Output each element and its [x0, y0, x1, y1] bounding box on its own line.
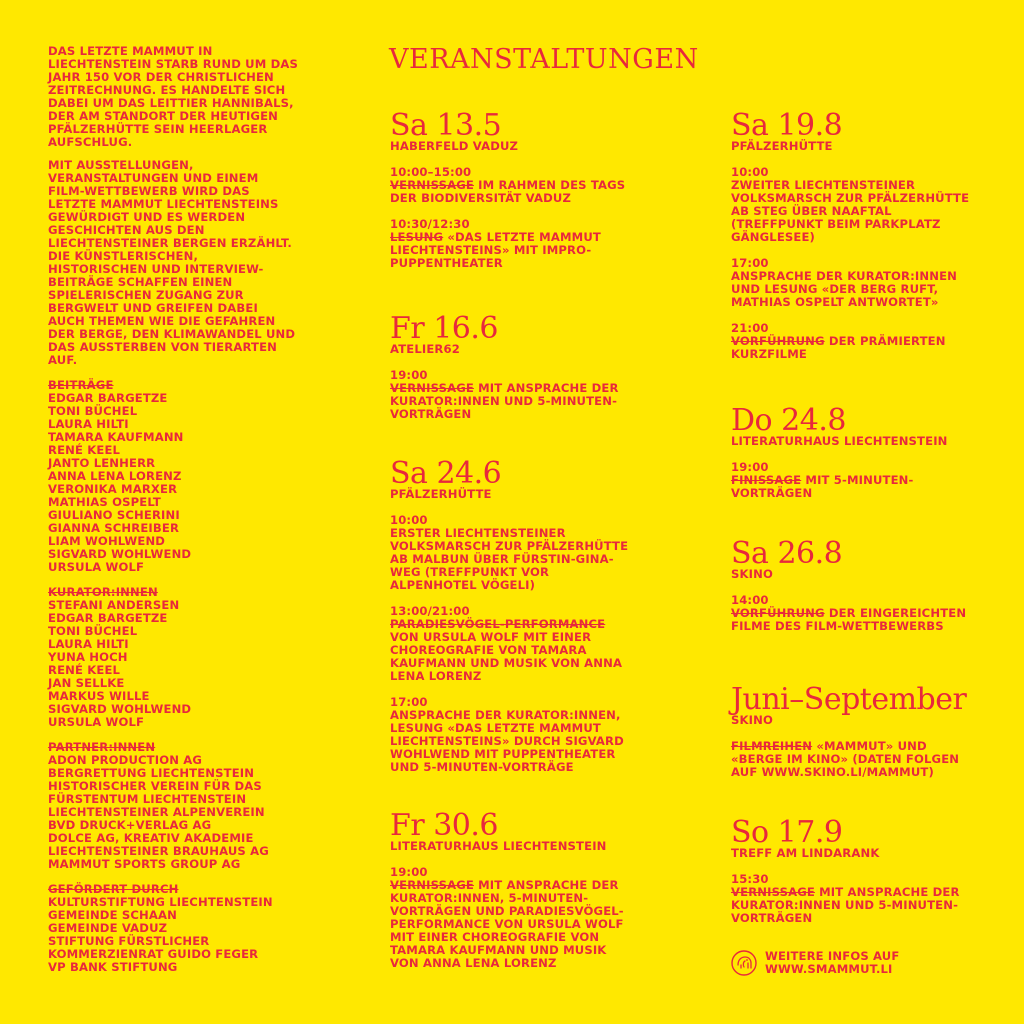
mammoth-icon — [731, 950, 757, 976]
event-description — [731, 335, 971, 361]
event-place: TREFF AM LINDARANK — [731, 846, 880, 860]
list-item: TONI BÜCHEL — [48, 624, 138, 638]
intro-paragraph-2: MIT AUSSTELLUNGEN, VERANSTALTUNGEN UND EINEM FILM-WETTBEWERB WIRD DAS LETZTE MAMMUT LIECHTENSTEINS GEWÜRDIGT UND ES WERDEN GESCHICHTEN AUS DEN LIECHTENSTEINER BERGEN ERZÄHLT. DIE KÜNSTLERISCHEN, HISTORISCHEN UND INTERVIEW-BEITRÄGE SCHAFFEN EINEN SPIELERISCHEN ZUGANG ZUR BERGWELT UND GREIFEN DABEI AUCH THEMEN WIE DIE GEFAHREN DER BERGE, DEN KLIMAWANDEL UND DAS AUSSTERBEN VON TIERARTEN AUF. — [48, 158, 296, 367]
event-date: Sa 26.8 — [731, 536, 843, 571]
event — [390, 808, 720, 970]
event-text: ANSPRACHE DER KURATOR:INNEN UND LESUNG «DER BERG RUFT, MATHIAS OSPELT ANTWORTET» — [731, 269, 958, 309]
event-date: Sa 13.5 — [390, 108, 502, 143]
contributors-heading: BEITRÄGE — [48, 378, 114, 392]
event-text: MIT ANSPRACHE DER KURATOR:INNEN UND 5-MINUTEN-VORTRÄGEN — [731, 885, 960, 925]
intro-column — [48, 45, 298, 974]
event-keyword: VERNISSAGE — [390, 878, 474, 892]
event-slot — [731, 740, 971, 779]
event-slot — [390, 866, 630, 970]
list-item: LIECHTENSTEINER ALPENVEREIN — [48, 805, 265, 819]
list-item: ANNA LENA LORENZ — [48, 469, 182, 483]
event — [731, 403, 991, 500]
event-text: IM RAHMEN DES TAGS DER BIODIVERSITÄT VADUZ — [390, 178, 626, 205]
event-time: 15:30 — [731, 872, 769, 886]
event-description — [731, 886, 971, 925]
event-text: ERSTER LIECHTENSTEINER VOLKSMARSCH ZUR PFÄLZERHÜTTE AB MALBUN ÜBER FÜRSTIN-GINA-WEG (TREFFPUNKT VOR ALPENHOTEL VÖGELI) — [390, 526, 629, 592]
event-place: ATELIER62 — [390, 342, 460, 356]
list-item: EDGAR BARGETZE — [48, 611, 168, 625]
event-description — [731, 474, 971, 500]
event-place: PFÄLZERHÜTTE — [390, 487, 492, 501]
event-slot — [731, 873, 971, 925]
event-keyword: VORFÜHRUNG — [731, 334, 825, 348]
contributors-items — [48, 392, 298, 574]
event-description — [390, 179, 630, 205]
event — [390, 311, 720, 421]
list-item: VERONIKA MARXER — [48, 482, 178, 496]
event-description — [731, 740, 971, 779]
list-item: TONI BÜCHEL — [48, 404, 138, 418]
curators-heading: KURATOR:INNEN — [48, 585, 158, 599]
event-slot — [731, 594, 971, 633]
more-info — [731, 950, 991, 976]
list-item: BVD DRUCK+VERLAG AG — [48, 818, 212, 832]
sponsors-items — [48, 896, 298, 974]
contributors-list — [48, 379, 298, 574]
event-keyword: FILMREIHEN — [731, 739, 813, 753]
intro-paragraph-1: DAS LETZTE MAMMUT IN LIECHTENSTEIN STARB RUND UM DAS JAHR 150 VOR DER CHRISTLICHEN ZEITRECHNUNG. ES HANDELTE SICH DABEI UM DAS LEITTIER HANNIBALS, DER AM STANDORT DER HEUTIGEN PFÄLZERHÜTTE SEIN HEERLAGER AUFSCHLUG. — [48, 44, 299, 149]
event-date: Fr 16.6 — [390, 311, 498, 346]
event-slot — [731, 166, 971, 244]
event-text: DER PRÄMIERTEN KURZFILME — [731, 334, 946, 361]
page-title: VERANSTALTUNGEN — [389, 44, 699, 75]
list-item: JANTO LENHERR — [48, 456, 156, 470]
sponsors-list — [48, 883, 298, 974]
list-item: YUNA HOCH — [48, 650, 128, 664]
event-time: 10:00 — [731, 165, 769, 179]
more-info-link[interactable]: WWW.SMAMMUT.LI — [765, 962, 893, 976]
list-item: LAURA HILTI — [48, 637, 129, 651]
event-keyword: FINISSAGE — [731, 473, 802, 487]
event-text: ZWEITER LIECHTENSTEINER VOLKSMARSCH ZUR PFÄLZERHÜTTE AB STEG ÜBER NAAFTAL (TREFFPUNKT BEIM PARKPLATZ GÄNGLESEE) — [731, 178, 970, 244]
list-item: GIANNA SCHREIBER — [48, 521, 180, 535]
more-info-text — [765, 950, 899, 976]
event-text: MIT ANSPRACHE DER KURATOR:INNEN, 5-MINUTEN-VORTRÄGEN UND PARADIESVÖGEL-PERFORMANCE VON URSULA WOLF MIT EINER CHOREOGRAFIE VON TAMARA KAUFMANN UND MUSIK VON ANNA LENA LORENZ — [390, 878, 624, 970]
list-item: MARKUS WILLE — [48, 689, 150, 703]
list-item: GEMEINDE VADUZ — [48, 921, 168, 935]
list-item: DOLCE AG, KREATIV AKADEMIE — [48, 831, 254, 845]
event-date: Sa 24.6 — [390, 456, 502, 491]
partners-list — [48, 741, 298, 871]
event-time: 17:00 — [731, 256, 769, 270]
event-slot — [731, 322, 971, 361]
list-item: LAURA HILTI — [48, 417, 129, 431]
event-time: 19:00 — [390, 368, 428, 382]
list-item: LIECHTENSTEINER BRAUHAUS AG — [48, 844, 269, 858]
event-slot — [390, 696, 630, 774]
event-slot — [390, 605, 630, 683]
list-item: ADON PRODUCTION AG — [48, 753, 203, 767]
list-item: LIAM WOHLWEND — [48, 534, 166, 548]
list-item: URSULA WOLF — [48, 560, 145, 574]
event-slot — [390, 514, 630, 592]
list-item: GIULIANO SCHERINI — [48, 508, 180, 522]
list-item: VP BANK STIFTUNG — [48, 960, 178, 974]
list-item: BERGRETTUNG LIECHTENSTEIN — [48, 766, 255, 780]
event-description — [731, 179, 971, 244]
event-description — [731, 607, 971, 633]
event-date: Juni–September — [731, 682, 967, 717]
event — [731, 682, 991, 779]
event-keyword: VERNISSAGE — [390, 381, 474, 395]
list-item: HISTORISCHER VEREIN FÜR DAS FÜRSTENTUM LIECHTENSTEIN — [48, 779, 262, 806]
list-item: STEFANI ANDERSEN — [48, 598, 180, 612]
event-time: 10:30/12:30 — [390, 217, 470, 231]
list-item: GEMEINDE SCHAAN — [48, 908, 177, 922]
event-keyword: VERNISSAGE — [731, 885, 815, 899]
more-info-line1: WEITERE INFOS AUF — [765, 949, 900, 963]
list-item: MATHIAS OSPELT — [48, 495, 161, 509]
sponsors-heading: GEFÖRDERT DURCH — [48, 882, 179, 896]
event-keyword: PARADIESVÖGEL-PERFORMANCE — [390, 617, 606, 631]
event-keyword: LESUNG — [390, 230, 444, 244]
list-item: JAN SELLKE — [48, 676, 125, 690]
event-time: 13:00/21:00 — [390, 604, 470, 618]
list-item: MAMMUT SPORTS GROUP AG — [48, 857, 241, 871]
event-text: VON URSULA WOLF MIT EINER CHOREOGRAFIE VON TAMARA KAUFMANN UND MUSIK VON ANNA LENA LORENZ — [390, 630, 623, 683]
partners-items — [48, 754, 298, 871]
event-text: «DAS LETZTE MAMMUT LIECHTENSTEINS» MIT IMPRO-PUPPENTHEATER — [390, 230, 601, 270]
event-description — [390, 879, 630, 970]
event-date: Sa 19.8 — [731, 108, 843, 143]
curators-list — [48, 586, 298, 729]
event-place: SKINO — [731, 713, 773, 727]
event-time: 10:00 — [390, 513, 428, 527]
event-place: LITERATURHAUS LIECHTENSTEIN — [731, 434, 948, 448]
event — [731, 536, 991, 633]
event-description — [390, 382, 630, 421]
list-item: STIFTUNG FÜRSTLICHER KOMMERZIENRAT GUIDO FEGER — [48, 934, 259, 961]
event-time: 14:00 — [731, 593, 769, 607]
event-slot — [731, 461, 971, 500]
list-item: SIGVARD WOHLWEND — [48, 547, 192, 561]
event-description — [731, 270, 971, 309]
list-item: URSULA WOLF — [48, 715, 145, 729]
event-slot — [731, 257, 971, 309]
event-text: MIT 5-MINUTEN-VORTRÄGEN — [731, 473, 914, 500]
event — [731, 108, 991, 361]
event-text: «MAMMUT» UND «BERGE IM KINO» (DATEN FOLGEN AUF WWW.SKINO.LI/MAMMUT) — [731, 739, 960, 779]
event-slot — [390, 369, 630, 421]
event-keyword: VORFÜHRUNG — [731, 606, 825, 620]
event-time: 19:00 — [731, 460, 769, 474]
event-keyword: VERNISSAGE — [390, 178, 474, 192]
curators-items — [48, 599, 298, 729]
event-text: DER EINGEREICHTEN FILME DES FILM-WETTBEWERBS — [731, 606, 967, 633]
event-time: 10:00–15:00 — [390, 165, 472, 179]
event-description — [390, 527, 630, 592]
event-text: ANSPRACHE DER KURATOR:INNEN, LESUNG «DAS LETZTE MAMMUT LIECHTENSTEINS» DURCH SIGVARD WOHLWEND MIT PUPPENTHEATER UND 5-MINUTEN-VORTRÄGE — [390, 708, 624, 774]
event — [731, 815, 991, 925]
event-time: 21:00 — [731, 321, 769, 335]
event-description — [390, 618, 630, 683]
event-description — [390, 709, 630, 774]
list-item: KULTURSTIFTUNG LIECHTENSTEIN — [48, 895, 273, 909]
event-date: So 17.9 — [731, 815, 843, 850]
event — [390, 456, 720, 774]
event-place: SKINO — [731, 567, 773, 581]
event-place: LITERATURHAUS LIECHTENSTEIN — [390, 839, 607, 853]
event-place: HABERFELD VADUZ — [390, 139, 519, 153]
list-item: TAMARA KAUFMANN — [48, 430, 184, 444]
event-text: MIT ANSPRACHE DER KURATOR:INNEN UND 5-MINUTEN-VORTRÄGEN — [390, 381, 619, 421]
event-place: PFÄLZERHÜTTE — [731, 139, 833, 153]
event-date: Fr 30.6 — [390, 808, 498, 843]
list-item: EDGAR BARGETZE — [48, 391, 168, 405]
event-date: Do 24.8 — [731, 403, 846, 438]
event-time: 17:00 — [390, 695, 428, 709]
event-slot — [390, 166, 630, 205]
list-item: RENÉ KEEL — [48, 443, 121, 457]
list-item: SIGVARD WOHLWEND — [48, 702, 192, 716]
event-slot — [390, 218, 630, 270]
partners-heading: PARTNER:INNEN — [48, 740, 156, 754]
event-description — [390, 231, 630, 270]
list-item: RENÉ KEEL — [48, 663, 121, 677]
event-time: 19:00 — [390, 865, 428, 879]
event — [390, 108, 720, 270]
